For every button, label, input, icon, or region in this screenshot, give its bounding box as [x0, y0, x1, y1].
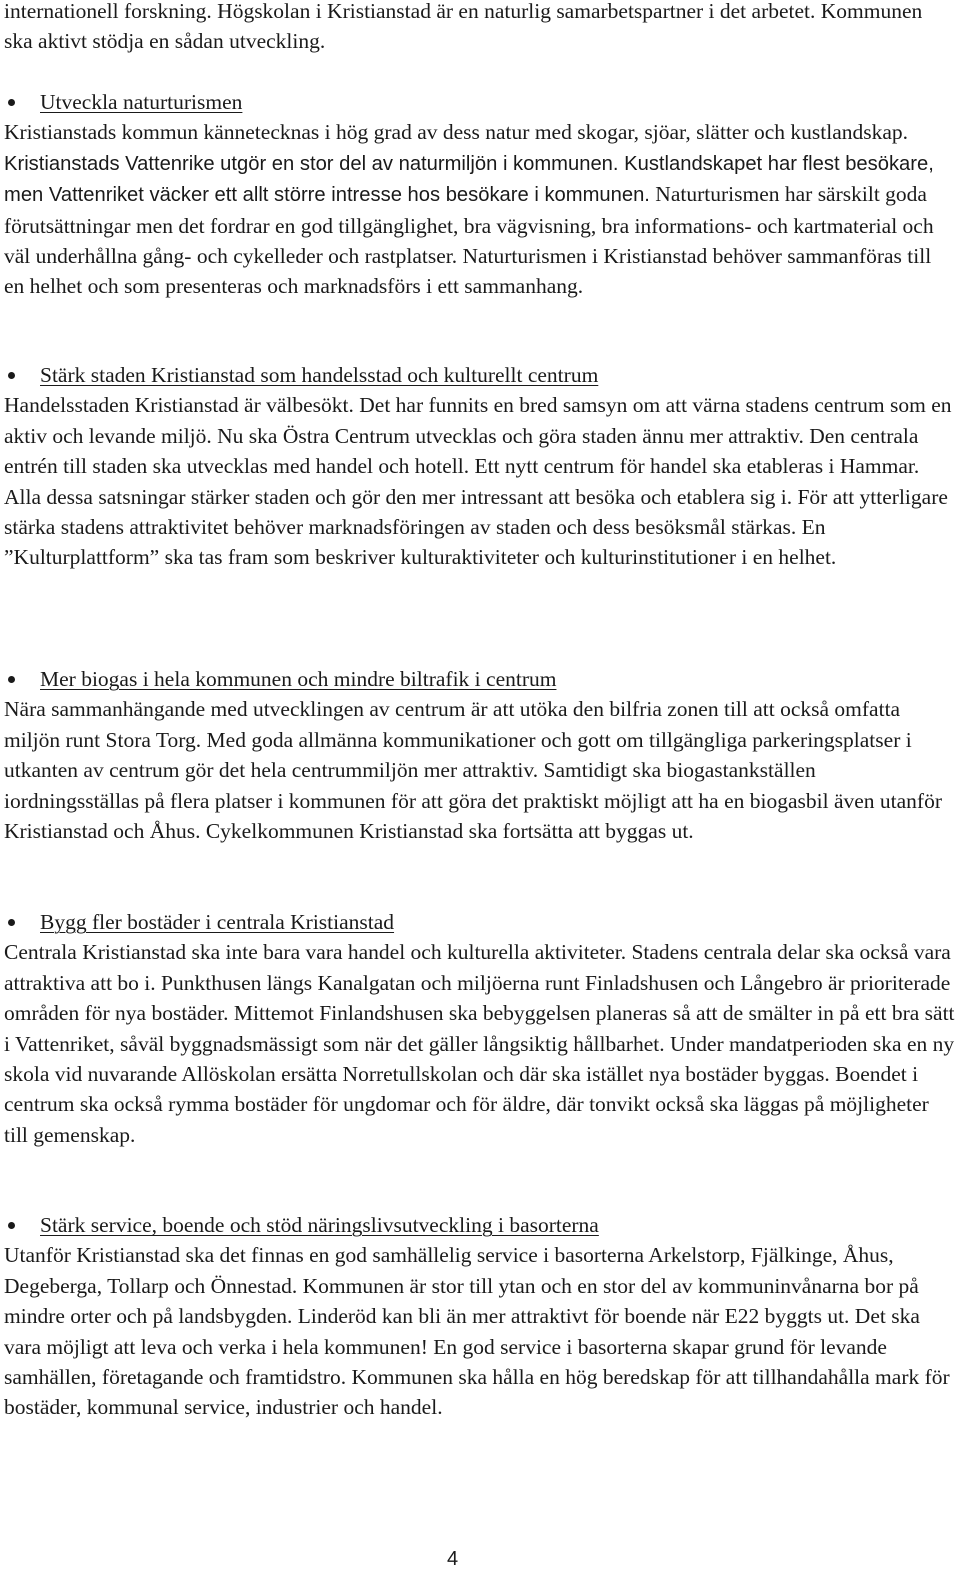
- section-body: Nära sammanhängande med utvecklingen av centrum är att utöka den bilfria zonen till att också omfatta miljön runt Stora Torg. Med goda allmänna kommunikationer och gott om tillgängliga parkeringsplatser i utkanten av centrum gör det hela centrummiljön mer attraktiv. Samtidigt ska biogastankställen iordningsställas på flera platser i kommunen för att göra det praktiskt möjligt att ha en biogasbil även utanför Kristianstad och Åhus. Cykelkommunen Kristianstad ska fortsätta att byggas ut.: [4, 697, 942, 844]
- section-heading: [4, 360, 956, 390]
- body-text-part: Naturturismen har särskilt goda förutsättningar men det fordrar en god tillgänglighet, bra vägvisning, bra informations- och kartmaterial och väl underhållna gång- och cykelleder och rastplatser. Naturturismen i Kristianstad behöver sammanföras till en helhet och som presenteras och marknadsförs i ett sammanhang.: [4, 182, 934, 299]
- section-heading: [4, 907, 956, 937]
- section-heading: [4, 87, 956, 117]
- bullet-icon: [8, 99, 15, 106]
- body-text-part: Kristianstads kommun kännetecknas i hög grad av dess natur med skogar, sjöar, slätter och kustlandskap.: [4, 120, 909, 145]
- section-body: [4, 117, 956, 301]
- intro-text: internationell forskning. Högskolan i Kristianstad är en naturlig samarbetspartner i det arbetet. Kommunen ska aktivt stödja en sådan utveckling.: [4, 0, 923, 54]
- bullet-icon: [8, 372, 15, 379]
- bullet-icon: [8, 676, 15, 683]
- heading-text: Utveckla naturturismen: [40, 90, 243, 114]
- section-bostader: [4, 907, 956, 1150]
- section-body: Handelsstaden Kristianstad är välbesökt. Det har funnits en bred samsyn om att värna stadens centrum som en aktiv och levande miljö. Nu ska Östra Centrum utvecklas och göra staden ännu mer attraktiv. Den centrala entrén till staden ska utvecklas med handel och hotell. Ett nytt centrum för handel ska etableras i Hammar. Alla dessa satsningar stärker staden och gör den mer intressant att besöka och etablera sig i. För att ytterligare stärka stadens attraktivitet behöver marknadsföringen av staden och dess besöksmål stärkas. En ”Kulturplattform” ska tas fram som beskriver kulturaktiviteter och kulturinstitutioner i en helhet.: [4, 393, 952, 570]
- heading-text: Stärk service, boende och stöd näringslivsutveckling i basorterna: [40, 1213, 599, 1237]
- section-biogas: [4, 664, 956, 846]
- intro-paragraph: [4, 0, 956, 57]
- bullet-icon: [8, 1222, 15, 1229]
- heading-text: Mer biogas i hela kommunen och mindre biltrafik i centrum: [40, 667, 557, 691]
- heading-text: Bygg fler bostäder i centrala Kristianstad: [40, 910, 395, 934]
- heading-text: Stärk staden Kristianstad som handelsstad och kulturellt centrum: [40, 363, 599, 387]
- section-heading: [4, 664, 956, 694]
- section-naturturism: [4, 87, 956, 302]
- bullet-icon: [8, 919, 15, 926]
- section-body: Utanför Kristianstad ska det finnas en god samhällelig service i basorterna Arkelstorp, Fjälkinge, Åhus, Degeberga, Tollarp och Önnestad. Kommunen är stor till ytan och en stor del av kommuninvånarna bor på mindre orter och på landsbygden. Linderöd kan bli än mer attraktivt för boende när E22 byggts ut. Det ska vara möjligt att leva och verka i hela kommunen! En god service i basorterna skapar grund för levande samhällen, företagande och framtidstro. Kommunen ska hålla en hög beredskap för att tillhandahålla mark för bostäder, kommunal service, industrier och handel.: [4, 1243, 950, 1420]
- page-number: 4: [447, 1548, 459, 1570]
- section-body: Centrala Kristianstad ska inte bara vara handel och kulturella aktiviteter. Stadens centrala delar ska också vara attraktiva att bo i. Punkthusen längs Kanalgatan och miljöerna runt Finladshusen och Långebro är prioriterade områden för nya bostäder. Mittemot Finlandshusen ska bebyggelsen planeras så att de smälter in på ett bra sätt i Vattenriket, såväl byggnadsmässigt som när det gäller långsiktig hållbarhet. Under mandatperioden ska en ny skola vid nuvarande Allöskolan ersätta Norretullskolan och där ska istället nya bostäder byggas. Boendet i centrum ska också rymma bostäder för ungdomar och för äldre, där tonvikt också ska läggas på möjligheter till gemenskap.: [4, 940, 955, 1147]
- section-basorterna: [4, 1210, 956, 1423]
- body-text-sans-part: Kristianstads Vattenrike utgör en stor del av naturmiljön i kommunen. Kustlandskapet har flest besökare, men Vattenriket väcker ett allt större intresse hos besökare i kommunen.: [4, 152, 934, 207]
- section-handelsstad: [4, 360, 956, 573]
- section-heading: [4, 1210, 956, 1240]
